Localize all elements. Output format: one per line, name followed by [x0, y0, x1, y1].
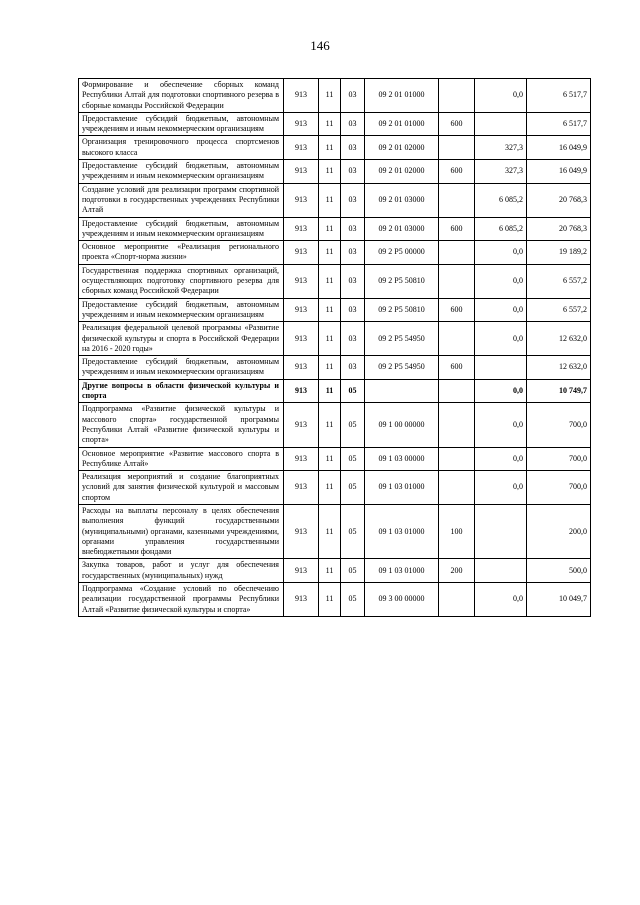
amount-1-cell: 0,0 [475, 298, 527, 322]
ministry-code-cell: 913 [284, 447, 319, 471]
target-article-cell: 09 2 P5 54950 [365, 322, 439, 356]
expense-type-cell [439, 79, 475, 113]
amount-1-cell: 0,0 [475, 322, 527, 356]
expense-type-cell: 100 [439, 504, 475, 558]
ministry-code-cell: 913 [284, 217, 319, 241]
ministry-code-cell: 913 [284, 112, 319, 136]
section-code-cell: 11 [319, 112, 341, 136]
expense-type-cell: 600 [439, 298, 475, 322]
ministry-code-cell: 913 [284, 504, 319, 558]
amount-2-cell: 500,0 [527, 559, 591, 583]
amount-1-cell [475, 504, 527, 558]
amount-1-cell [475, 112, 527, 136]
ministry-code-cell: 913 [284, 356, 319, 380]
subsection-code-cell: 05 [341, 379, 365, 403]
row-name-cell: Основное мероприятие «Реализация регионального проекта «Спорт-норма жизни» [79, 241, 284, 265]
target-article-cell: 09 3 00 00000 [365, 583, 439, 617]
table-row [79, 471, 591, 505]
subsection-code-cell: 03 [341, 136, 365, 160]
target-article-cell: 09 2 01 03000 [365, 183, 439, 217]
target-article-cell: 09 1 03 01000 [365, 504, 439, 558]
section-code-cell: 11 [319, 403, 341, 447]
target-article-cell: 09 1 03 01000 [365, 559, 439, 583]
expense-type-cell [439, 241, 475, 265]
row-name-cell: Создание условий для реализации программ спортивной подготовки в государственных учреждениях Республики Алтай [79, 183, 284, 217]
section-code-cell: 11 [319, 504, 341, 558]
subsection-code-cell: 03 [341, 298, 365, 322]
amount-2-cell: 10 049,7 [527, 583, 591, 617]
expense-type-cell: 200 [439, 559, 475, 583]
expense-type-cell: 600 [439, 112, 475, 136]
row-name-cell: Организация тренировочного процесса спортсменов высокого класса [79, 136, 284, 160]
amount-2-cell: 16 049,9 [527, 160, 591, 184]
table-row [79, 298, 591, 322]
section-code-cell: 11 [319, 356, 341, 380]
target-article-cell [365, 379, 439, 403]
section-code-cell: 11 [319, 583, 341, 617]
amount-1-cell: 327,3 [475, 136, 527, 160]
table-row [79, 379, 591, 403]
amount-2-cell: 700,0 [527, 471, 591, 505]
subsection-code-cell: 03 [341, 183, 365, 217]
subsection-code-cell: 05 [341, 447, 365, 471]
subsection-code-cell: 03 [341, 79, 365, 113]
amount-1-cell: 0,0 [475, 264, 527, 298]
table-row [79, 583, 591, 617]
section-code-cell: 11 [319, 559, 341, 583]
amount-2-cell: 20 768,3 [527, 183, 591, 217]
target-article-cell: 09 1 00 00000 [365, 403, 439, 447]
subsection-code-cell: 05 [341, 583, 365, 617]
amount-2-cell: 700,0 [527, 403, 591, 447]
expense-type-cell [439, 183, 475, 217]
amount-1-cell: 6 085,2 [475, 217, 527, 241]
row-name-cell: Предоставление субсидий бюджетным, автономным учреждениям и иным некоммерческим организациям [79, 217, 284, 241]
amount-1-cell: 0,0 [475, 403, 527, 447]
amount-1-cell [475, 356, 527, 380]
target-article-cell: 09 2 01 01000 [365, 79, 439, 113]
target-article-cell: 09 2 01 03000 [365, 217, 439, 241]
ministry-code-cell: 913 [284, 241, 319, 265]
amount-2-cell: 12 632,0 [527, 322, 591, 356]
amount-2-cell: 6 517,7 [527, 112, 591, 136]
table-row [79, 160, 591, 184]
subsection-code-cell: 05 [341, 504, 365, 558]
amount-1-cell [475, 559, 527, 583]
amount-2-cell: 700,0 [527, 447, 591, 471]
target-article-cell: 09 2 P5 54950 [365, 356, 439, 380]
amount-2-cell: 6 517,7 [527, 79, 591, 113]
subsection-code-cell: 03 [341, 160, 365, 184]
subsection-code-cell: 03 [341, 217, 365, 241]
section-code-cell: 11 [319, 322, 341, 356]
budget-table [78, 78, 591, 617]
table-row [79, 559, 591, 583]
row-name-cell: Предоставление субсидий бюджетным, автономным учреждениям и иным некоммерческим организациям [79, 160, 284, 184]
ministry-code-cell: 913 [284, 136, 319, 160]
ministry-code-cell: 913 [284, 403, 319, 447]
amount-2-cell: 16 049,9 [527, 136, 591, 160]
amount-1-cell: 0,0 [475, 379, 527, 403]
section-code-cell: 11 [319, 298, 341, 322]
amount-2-cell: 10 749,7 [527, 379, 591, 403]
amount-2-cell: 200,0 [527, 504, 591, 558]
row-name-cell: Расходы на выплаты персоналу в целях обеспечения выполнения функций государственными (муниципальными) органами, казенными учреждениями, органами управления государственными внебюджетными фондами [79, 504, 284, 558]
row-name-cell: Другие вопросы в области физической культуры и спорта [79, 379, 284, 403]
subsection-code-cell: 05 [341, 403, 365, 447]
amount-2-cell: 6 557,2 [527, 264, 591, 298]
row-name-cell: Предоставление субсидий бюджетным, автономным учреждениям и иным некоммерческим организациям [79, 298, 284, 322]
expense-type-cell [439, 264, 475, 298]
amount-1-cell: 0,0 [475, 583, 527, 617]
row-name-cell: Подпрограмма «Развитие физической культуры и массового спорта» государственной программы Республики Алтай «Развитие физической культуры и спорта» [79, 403, 284, 447]
amount-1-cell: 0,0 [475, 471, 527, 505]
target-article-cell: 09 1 03 00000 [365, 447, 439, 471]
subsection-code-cell: 03 [341, 356, 365, 380]
section-code-cell: 11 [319, 241, 341, 265]
row-name-cell: Основное мероприятие «Развитие массового спорта в Республике Алтай» [79, 447, 284, 471]
subsection-code-cell: 03 [341, 112, 365, 136]
page-number: 146 [310, 38, 330, 53]
section-code-cell: 11 [319, 183, 341, 217]
table-row [79, 504, 591, 558]
ministry-code-cell: 913 [284, 183, 319, 217]
row-name-cell: Предоставление субсидий бюджетным, автономным учреждениям и иным некоммерческим организациям [79, 112, 284, 136]
amount-1-cell: 0,0 [475, 447, 527, 471]
target-article-cell: 09 2 P5 50810 [365, 264, 439, 298]
section-code-cell: 11 [319, 264, 341, 298]
expense-type-cell: 600 [439, 356, 475, 380]
expense-type-cell [439, 403, 475, 447]
expense-type-cell [439, 471, 475, 505]
ministry-code-cell: 913 [284, 471, 319, 505]
ministry-code-cell: 913 [284, 160, 319, 184]
ministry-code-cell: 913 [284, 79, 319, 113]
expense-type-cell [439, 447, 475, 471]
section-code-cell: 11 [319, 79, 341, 113]
table-row [79, 322, 591, 356]
subsection-code-cell: 03 [341, 264, 365, 298]
section-code-cell: 11 [319, 136, 341, 160]
table-row [79, 447, 591, 471]
subsection-code-cell: 03 [341, 322, 365, 356]
table-row [79, 112, 591, 136]
target-article-cell: 09 2 01 02000 [365, 136, 439, 160]
section-code-cell: 11 [319, 447, 341, 471]
target-article-cell: 09 2 01 02000 [365, 160, 439, 184]
row-name-cell: Государственная поддержка спортивных организаций, осуществляющих подготовку спортивного резерва для сборных команд Российской Федерации [79, 264, 284, 298]
row-name-cell: Подпрограмма «Создание условий по обеспечению реализации государственной программы Республики Алтай «Развитие физической культуры и спорта» [79, 583, 284, 617]
ministry-code-cell: 913 [284, 322, 319, 356]
table-row [79, 403, 591, 447]
expense-type-cell [439, 136, 475, 160]
row-name-cell: Формирование и обеспечение сборных команд Республики Алтай для подготовки спортивного резерва в сборные команды Российской Федерации [79, 79, 284, 113]
subsection-code-cell: 03 [341, 241, 365, 265]
table-row [79, 264, 591, 298]
amount-2-cell: 20 768,3 [527, 217, 591, 241]
table-row [79, 79, 591, 113]
target-article-cell: 09 1 03 01000 [365, 471, 439, 505]
expense-type-cell: 600 [439, 160, 475, 184]
row-name-cell: Закупка товаров, работ и услуг для обеспечения государственных (муниципальных) нужд [79, 559, 284, 583]
amount-2-cell: 19 189,2 [527, 241, 591, 265]
amount-1-cell: 0,0 [475, 241, 527, 265]
row-name-cell: Реализация мероприятий и создание благоприятных условий для занятия физической культурой и массовым спортом [79, 471, 284, 505]
ministry-code-cell: 913 [284, 559, 319, 583]
expense-type-cell [439, 379, 475, 403]
target-article-cell: 09 2 P5 50810 [365, 298, 439, 322]
table-body [79, 79, 591, 617]
amount-2-cell: 6 557,2 [527, 298, 591, 322]
section-code-cell: 11 [319, 379, 341, 403]
section-code-cell: 11 [319, 217, 341, 241]
subsection-code-cell: 05 [341, 471, 365, 505]
table-row [79, 356, 591, 380]
subsection-code-cell: 05 [341, 559, 365, 583]
target-article-cell: 09 2 P5 00000 [365, 241, 439, 265]
ministry-code-cell: 913 [284, 264, 319, 298]
row-name-cell: Реализация федеральной целевой программы «Развитие физической культуры и спорта в Российской Федерации на 2016 - 2020 годы» [79, 322, 284, 356]
table-row [79, 241, 591, 265]
table-row [79, 217, 591, 241]
ministry-code-cell: 913 [284, 379, 319, 403]
section-code-cell: 11 [319, 471, 341, 505]
expense-type-cell [439, 322, 475, 356]
ministry-code-cell: 913 [284, 298, 319, 322]
amount-1-cell: 0,0 [475, 79, 527, 113]
expense-type-cell: 600 [439, 217, 475, 241]
section-code-cell: 11 [319, 160, 341, 184]
table-row [79, 183, 591, 217]
expense-type-cell [439, 583, 475, 617]
table-row [79, 136, 591, 160]
amount-1-cell: 327,3 [475, 160, 527, 184]
ministry-code-cell: 913 [284, 583, 319, 617]
amount-2-cell: 12 632,0 [527, 356, 591, 380]
amount-1-cell: 6 085,2 [475, 183, 527, 217]
target-article-cell: 09 2 01 01000 [365, 112, 439, 136]
row-name-cell: Предоставление субсидий бюджетным, автономным учреждениям и иным некоммерческим организациям [79, 356, 284, 380]
